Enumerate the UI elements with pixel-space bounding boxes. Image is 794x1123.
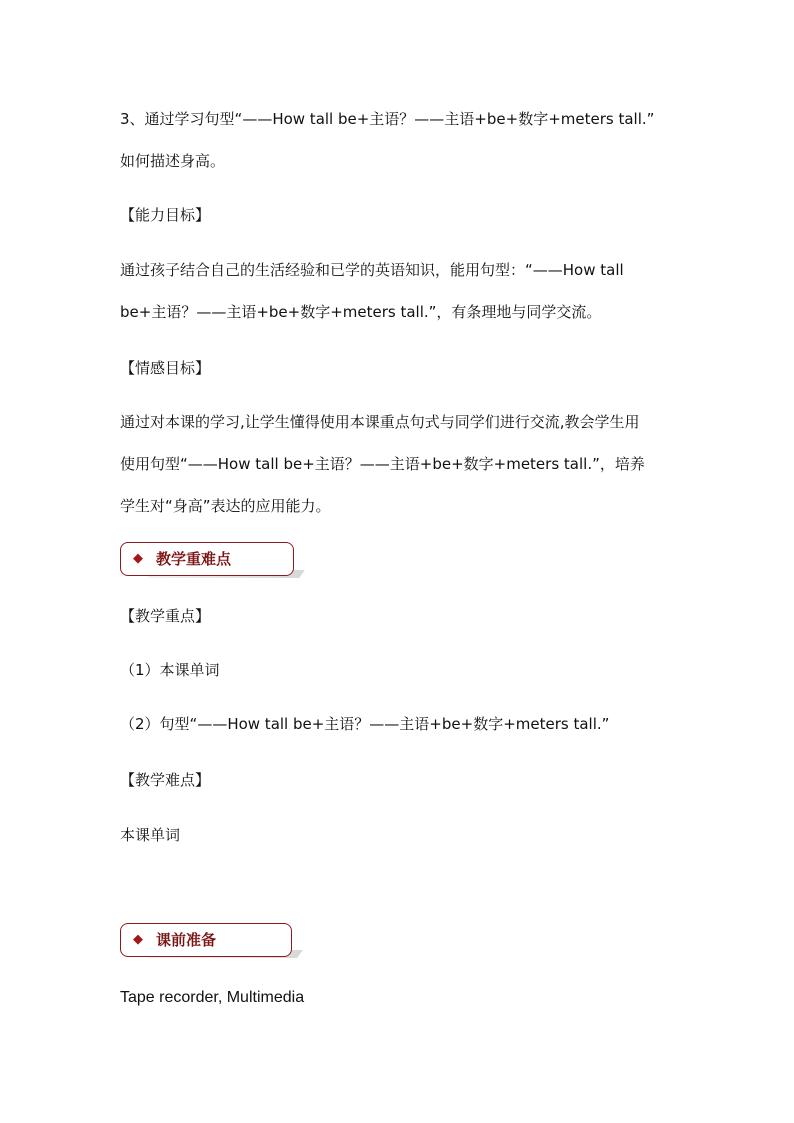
objective-3-line-2: 如何描述身高。 xyxy=(120,152,226,170)
key-point-item-1: （1）本课单词 xyxy=(120,661,220,679)
emotion-goal-line-2: 使用句型“——How tall be+主语？——主语+be+数字+meters tall.”，培养 xyxy=(120,455,645,473)
emotion-goal-heading: 【情感目标】 xyxy=(120,359,211,377)
emotion-goal-line-3: 学生对“身高”表达的应用能力。 xyxy=(120,497,331,515)
section-heading-preparation xyxy=(120,923,292,957)
difficult-points-heading: 【教学难点】 xyxy=(120,771,211,789)
section-heading-key-points xyxy=(120,542,294,576)
preparation-content: Tape recorder, Multimedia xyxy=(120,989,305,1006)
objective-3-line-1: 3、通过学习句型“——How tall be+主语？——主语+be+数字+meters tall.” xyxy=(120,110,655,128)
ability-goal-line-1: 通过孩子结合自己的生活经验和已学的英语知识，能用句型：“——How tall xyxy=(120,261,624,279)
ability-goal-line-2: be+主语？——主语+be+数字+meters tall.”，有条理地与同学交流。 xyxy=(120,303,602,321)
section-title: 课前准备 xyxy=(156,931,217,949)
difficult-point-item: 本课单词 xyxy=(120,826,181,844)
ability-goal-heading: 【能力目标】 xyxy=(120,206,211,224)
diamond-icon: ◆ xyxy=(133,932,143,947)
section-title: 教学重难点 xyxy=(156,550,232,568)
diamond-icon: ◆ xyxy=(133,551,143,566)
key-point-item-2: （2）句型“——How tall be+主语？——主语+be+数字+meters tall.” xyxy=(120,715,610,733)
key-points-heading: 【教学重点】 xyxy=(120,607,211,625)
emotion-goal-line-1: 通过对本课的学习,让学生懂得使用本课重点句式与同学们进行交流,教会学生用 xyxy=(120,413,640,431)
